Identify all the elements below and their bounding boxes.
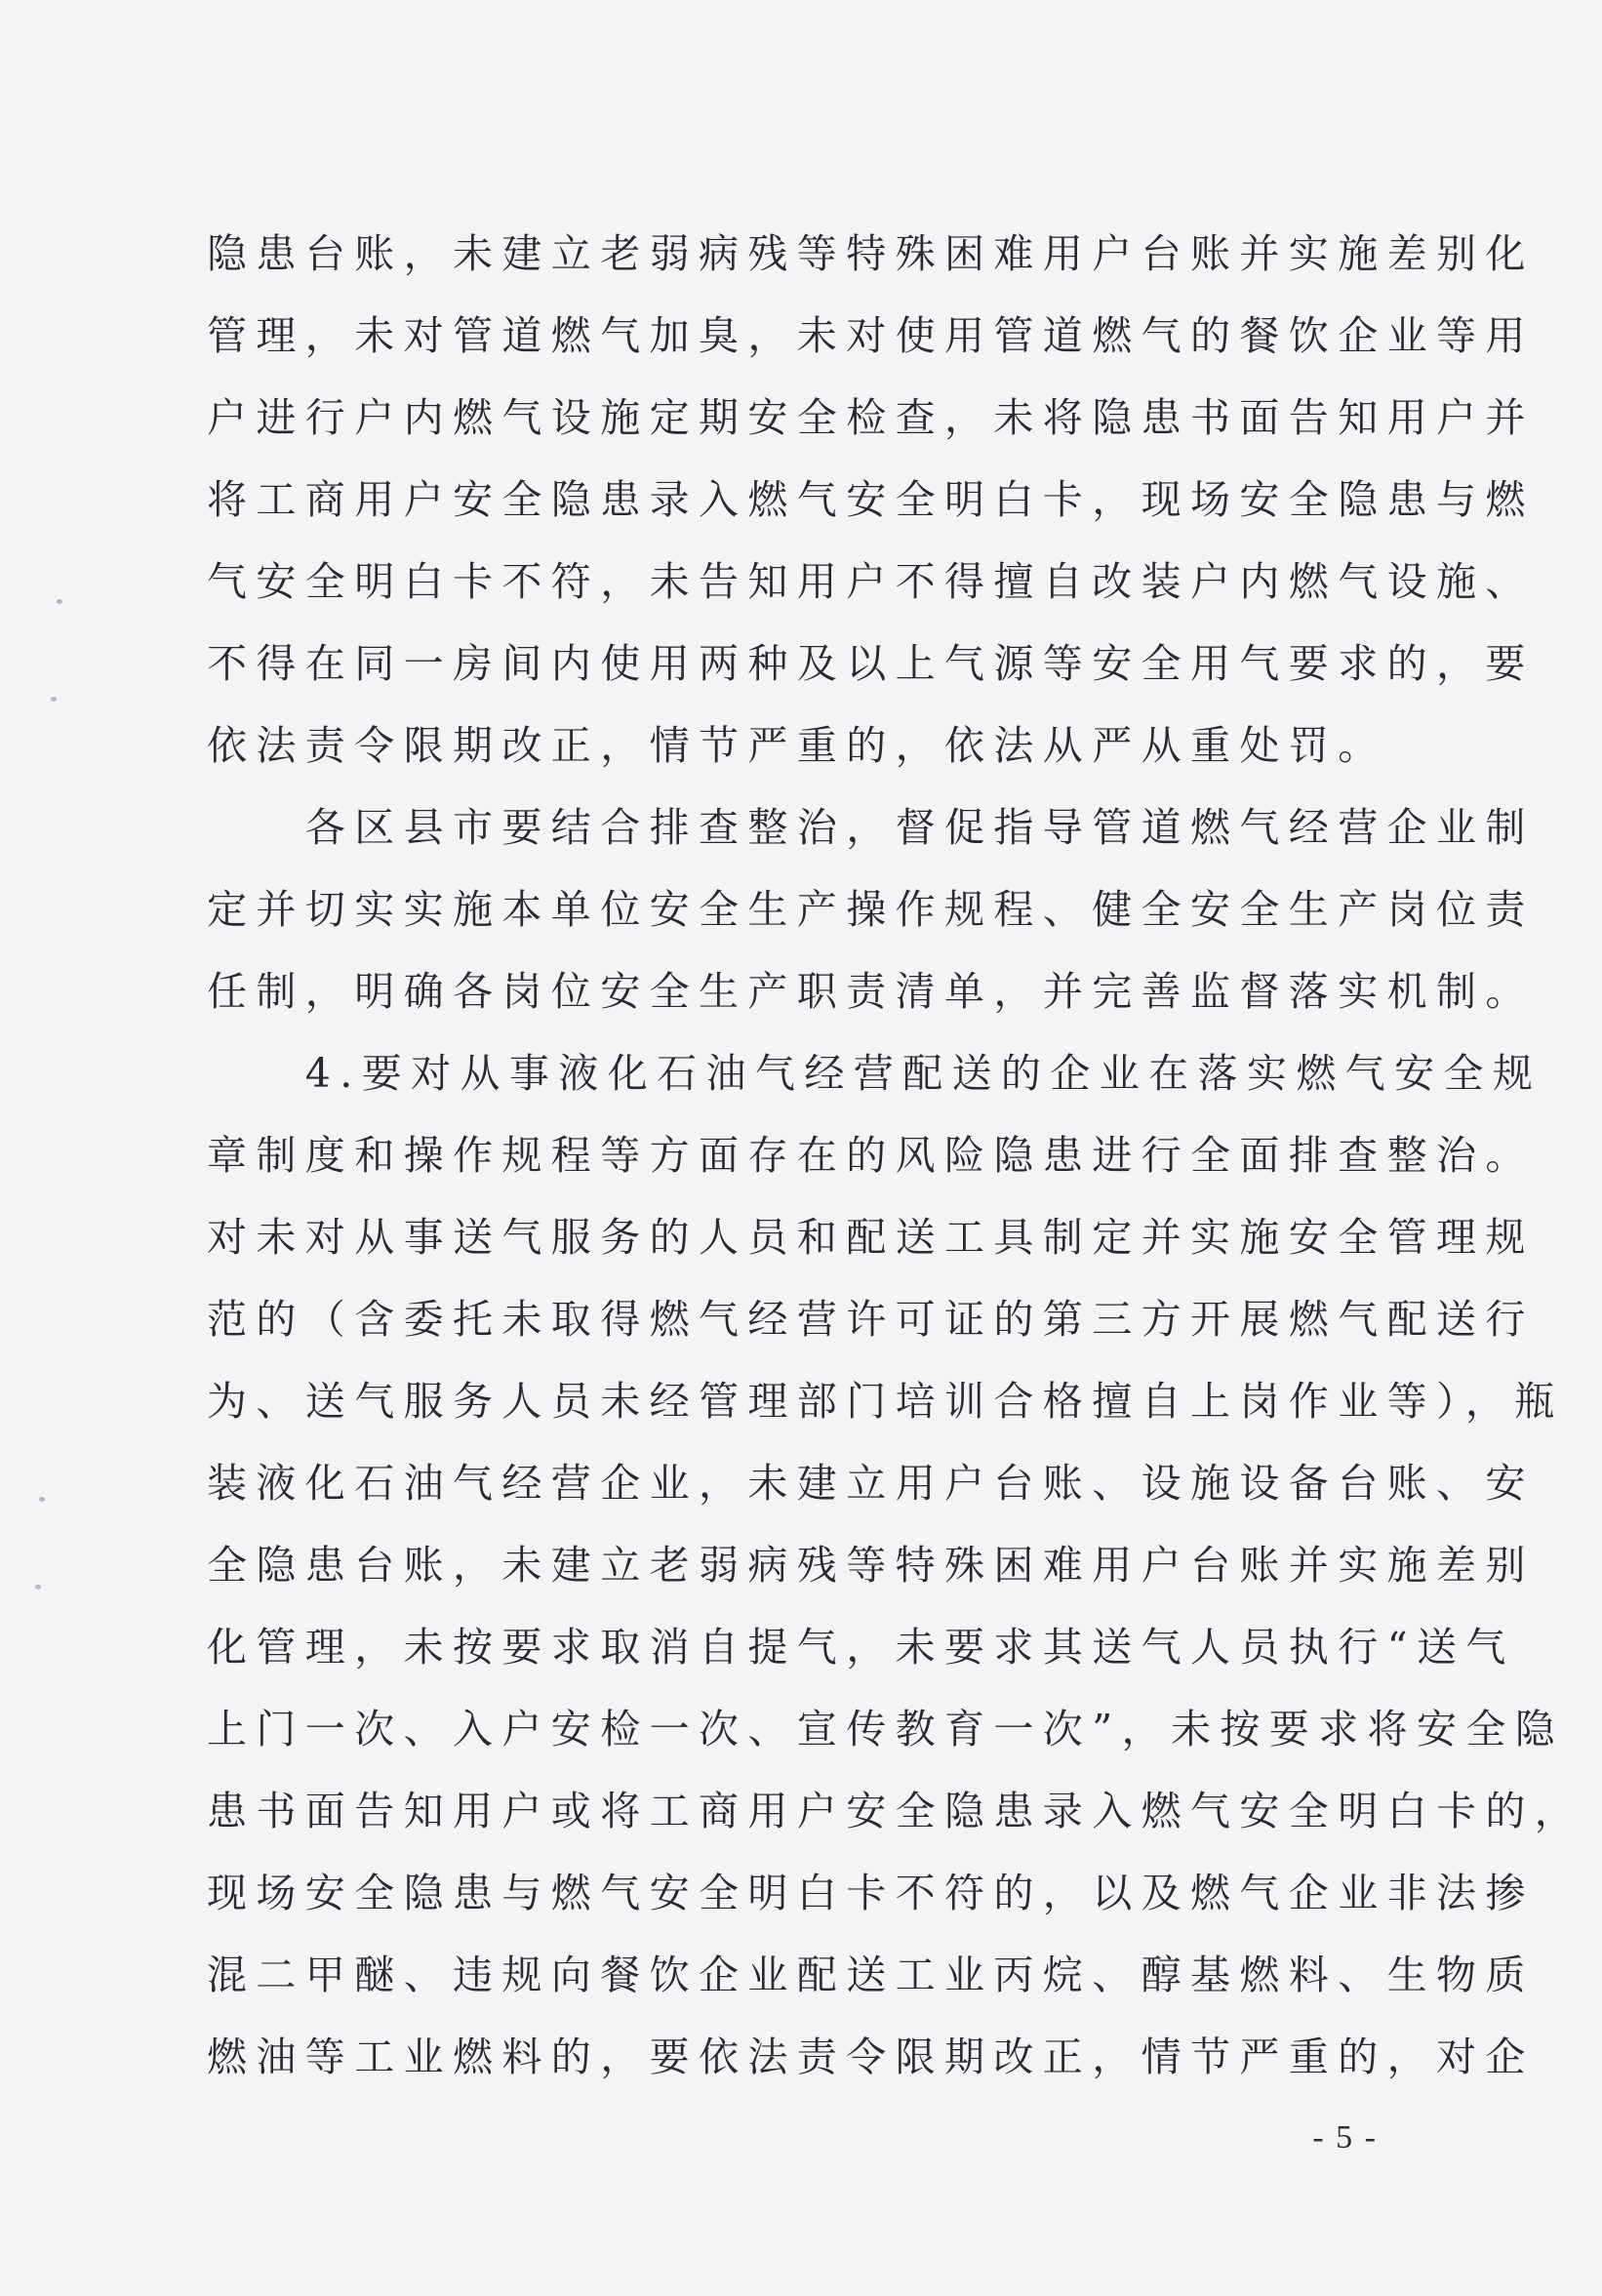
text-line: 对未对从事送气服务的人员和配送工具制定并实施安全管理规 bbox=[207, 1214, 1535, 1261]
paragraph-start-line: 4.要对从事液化石油气经营配送的企业在落实燃气安全规 bbox=[207, 1050, 1542, 1097]
page-number: - 5 - bbox=[1312, 2119, 1378, 2155]
body-text bbox=[207, 213, 1584, 2098]
text-line: 气安全明白卡不符，未告知用户不得擅自改装户内燃气设施、 bbox=[207, 558, 1535, 605]
text-line: 任制，明确各岗位安全生产职责清单，并完善监督落实机制。 bbox=[207, 968, 1535, 1015]
text-line: 依法责令限期改正，情节严重的，依法从严从重处罚。 bbox=[207, 722, 1387, 769]
text-line: 化管理，未按要求取消自提气，未要求其送气人员执行“送气 bbox=[207, 1624, 1515, 1671]
text-line: 现场安全隐患与燃气安全明白卡不符的，以及燃气企业非法掺 bbox=[207, 1870, 1535, 1916]
text-line: 上门一次、入户安检一次、宣传教育一次”，未按要求将安全隐 bbox=[207, 1706, 1565, 1752]
text-line: 范的（含委托未取得燃气经营许可证的第三方开展燃气配送行 bbox=[207, 1296, 1535, 1343]
text-line: 混二甲醚、违规向餐饮企业配送工业丙烷、醇基燃料、生物质 bbox=[207, 1952, 1535, 1998]
scan-speck bbox=[51, 697, 57, 702]
text-line: 装液化石油气经营企业，未建立用户台账、设施设备台账、安 bbox=[207, 1460, 1535, 1507]
text-line: 章制度和操作规程等方面存在的风险隐患进行全面排查整治。 bbox=[207, 1132, 1535, 1179]
text-line: 户进行户内燃气设施定期安全检查，未将隐患书面告知用户并 bbox=[207, 394, 1535, 441]
text-line: 不得在同一房间内使用两种及以上气源等安全用气要求的，要 bbox=[207, 640, 1535, 687]
scan-speck bbox=[57, 599, 62, 604]
scan-speck bbox=[35, 1585, 41, 1590]
text-line: 将工商用户安全隐患录入燃气安全明白卡，现场安全隐患与燃 bbox=[207, 476, 1535, 523]
text-line: 隐患台账，未建立老弱病残等特殊困难用户台账并实施差别化 bbox=[207, 230, 1535, 277]
text-line: 定并切实实施本单位安全生产操作规程、健全安全生产岗位责 bbox=[207, 886, 1535, 933]
text-line: 燃油等工业燃料的，要依法责令限期改正，情节严重的，对企 bbox=[207, 2034, 1535, 2080]
paragraph-start-line: 各区县市要结合排查整治，督促指导管道燃气经营企业制 bbox=[207, 804, 1535, 851]
text-line: 全隐患台账，未建立老弱病残等特殊困难用户台账并实施差别 bbox=[207, 1542, 1535, 1589]
text-line: 管理，未对管道燃气加臭，未对使用管道燃气的餐饮企业等用 bbox=[207, 312, 1535, 359]
text-line: 为、送气服务人员未经管理部门培训合格擅自上岗作业等），瓶 bbox=[207, 1378, 1564, 1425]
text-line: 患书面告知用户或将工商用户安全隐患录入燃气安全明白卡的， bbox=[207, 1788, 1584, 1834]
scan-speck bbox=[39, 1497, 45, 1502]
